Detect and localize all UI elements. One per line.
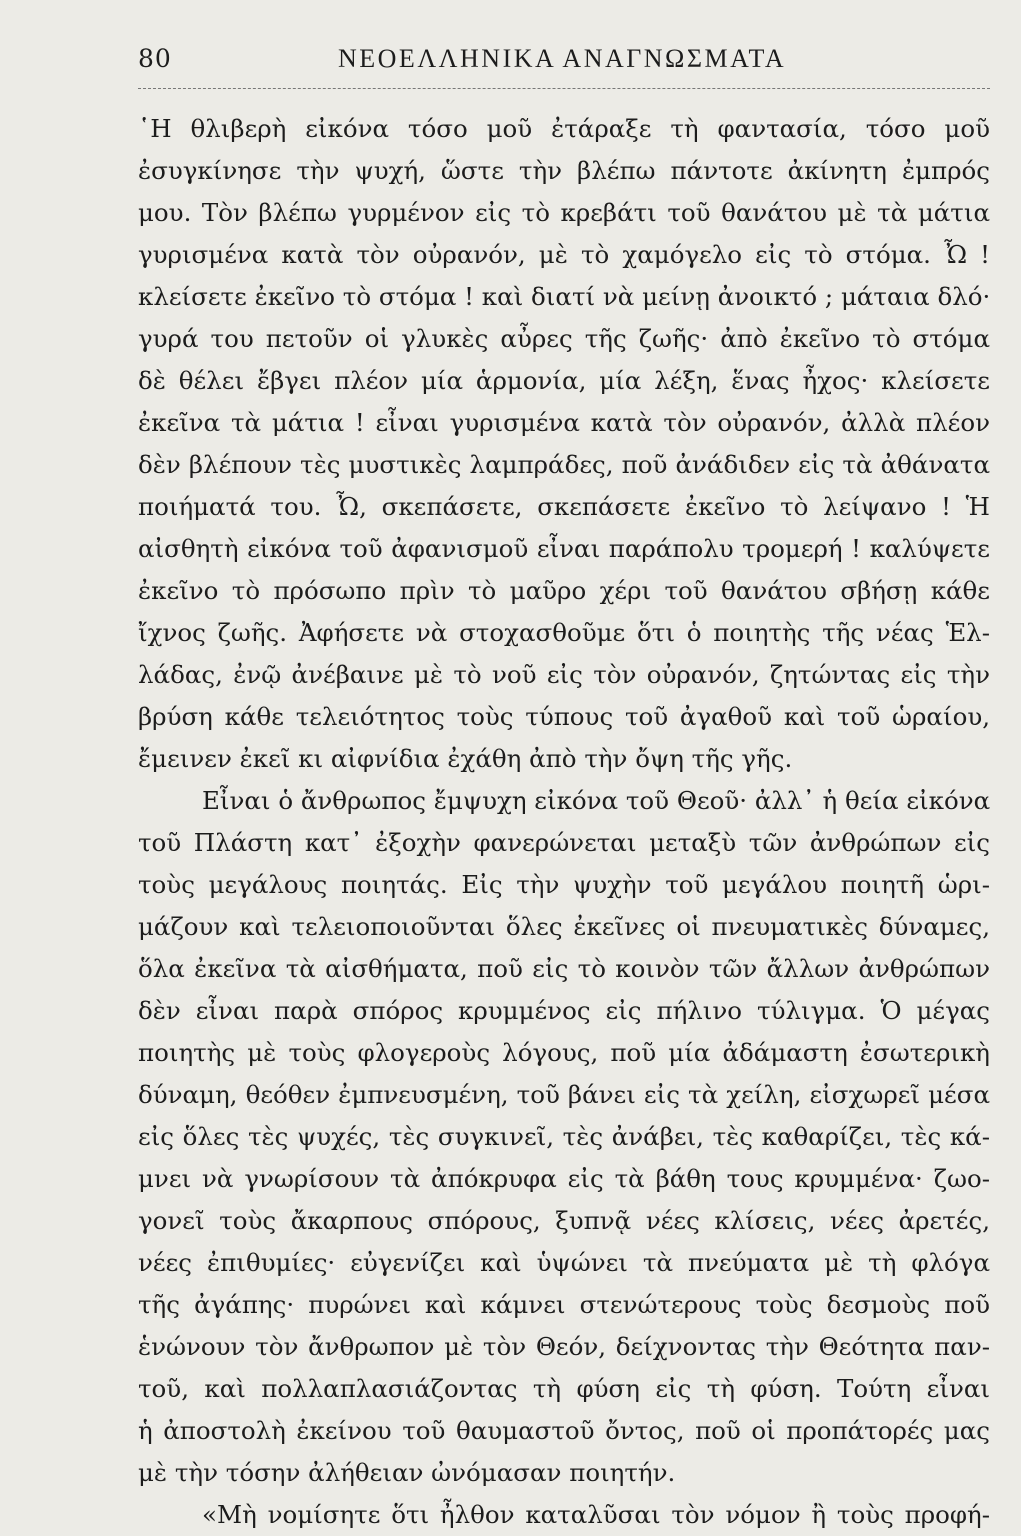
text-line: αἰσθητὴ εἰκόνα τοῦ ἀφανισμοῦ εἶναι παράπολυ τρομερή ! καλύψετε <box>138 534 990 563</box>
text-line: ποιητὴς μὲ τοὺς φλογεροὺς λόγους, ποῦ μία ἀδάμαστη ἐσωτερικὴ <box>138 1038 990 1067</box>
page-number: 80 <box>138 44 172 73</box>
text-line: μνει νὰ γνωρίσουν τὰ ἀπόκρυφα εἰς τὰ βάθη τους κρυμμένα· ζωο- <box>138 1164 990 1193</box>
text-line: ἴχνος ζωῆς. Ἀφήσετε νὰ στοχασθοῦμε ὅτι ὁ ποιητὴς τῆς νέας Ἑλ- <box>138 618 990 647</box>
text-line: λάδας, ἐνῷ ἀνέβαινε μὲ τὸ νοῦ εἰς τὸν οὐρανόν, ζητώντας εἰς τὴν <box>138 660 990 689</box>
text-line: δὲν εἶναι παρὰ σπόρος κρυμμένος εἰς πήλινο τύλιγμα. Ὁ μέγας <box>138 996 990 1025</box>
text-line: δὲ θέλει ἔβγει πλέον μία ἁρμονία, μία λέξη, ἕνας ἦχος· κλείσετε <box>138 366 990 395</box>
text-line: γυρισμένα κατὰ τὸν οὐρανόν, μὲ τὸ χαμόγελο εἰς τὸ στόμα. Ὦ ! <box>138 240 990 269</box>
text-line: βρύση κάθε τελειότητος τοὺς τύπους τοῦ ἀγαθοῦ καὶ τοῦ ὡραίου, <box>138 702 990 731</box>
text-line: ἡ ἀποστολὴ ἐκείνου τοῦ θαυμαστοῦ ὄντος, ποῦ οἱ προπάτορές μας <box>138 1416 990 1445</box>
text-line: κλείσετε ἐκεῖνο τὸ στόμα ! καὶ διατί νὰ μείνῃ ἀνοικτό ; μάταια δλό· <box>138 282 990 311</box>
text-line: Εἶναι ὁ ἄνθρωπος ἔμψυχη εἰκόνα τοῦ Θεοῦ· ἀλλ᾽ ἡ θεία εἰκόνα <box>202 786 990 815</box>
text-line: ἐσυγκίνησε τὴν ψυχή, ὥστε τὴν βλέπω πάντοτε ἀκίνητη ἐμπρός <box>138 156 990 185</box>
text-line: ἐκεῖνα τὰ μάτια ! εἶναι γυρισμένα κατὰ τὸν οὐρανόν, ἀλλὰ πλέον <box>138 408 990 437</box>
text-line: ἑνώνουν τὸν ἄνθρωπον μὲ τὸν Θεόν, δείχνοντας τὴν Θεότητα παν- <box>138 1332 990 1361</box>
running-title: ΝΕΟΕΛΛΗΝΙΚΑ ΑΝΑΓΝΩΣΜΑΤΑ <box>338 44 787 73</box>
text-line: γυρά του πετοῦν οἱ γλυκὲς αὖρες τῆς ζωῆς· ἀπὸ ἐκεῖνο τὸ στόμα <box>138 324 990 353</box>
text-line: τῆς ἀγάπης· πυρώνει καὶ κάμνει στενώτερους τοὺς δεσμοὺς ποῦ <box>138 1290 990 1319</box>
text-line: ποιήματά του. Ὦ, σκεπάσετε, σκεπάσετε ἐκεῖνο τὸ λείψανο ! Ἡ <box>138 492 990 521</box>
text-line: νέες ἐπιθυμίες· εὐγενίζει καὶ ὑψώνει τὰ πνεύματα μὲ τὴ φλόγα <box>138 1248 990 1277</box>
text-line: ὅλα ἐκεῖνα τὰ αἰσθήματα, ποῦ εἰς τὸ κοινὸν τῶν ἄλλων ἀνθρώπων <box>138 954 990 983</box>
header-rule <box>138 88 990 89</box>
text-line: μάζουν καὶ τελειοποιοῦνται ὅλες ἐκεῖνες οἱ πνευματικὲς δύναμες, <box>138 912 990 941</box>
page-header <box>138 44 990 84</box>
text-line: μου. Τὸν βλέπω γυρμένον εἰς τὸ κρεβάτι τοῦ θανάτου μὲ τὰ μάτια <box>138 198 990 227</box>
text-line: τοῦ Πλάστη κατ᾽ ἐξοχὴν φανερώνεται μεταξὺ τῶν ἀνθρώπων εἰς <box>138 828 990 857</box>
text-line: ἔμεινεν ἐκεῖ κι αἰφνίδια ἐχάθη ἀπὸ τὴν ὄψη τῆς γῆς. <box>138 744 793 773</box>
text-line: δύναμη, θεόθεν ἐμπνευσμένη, τοῦ βάνει εἰς τὰ χείλη, εἰσχωρεῖ μέσα <box>138 1080 990 1109</box>
text-line: μὲ τὴν τόσην ἀλήθειαν ὠνόμασαν ποιητήν. <box>138 1458 676 1487</box>
text-line: ἐκεῖνο τὸ πρόσωπο πρὶν τὸ μαῦρο χέρι τοῦ θανάτου σβήσῃ κάθε <box>138 576 990 605</box>
text-line: τοῦ, καὶ πολλαπλασιάζοντας τὴ φύση εἰς τὴ φύση. Τούτη εἶναι <box>138 1374 990 1403</box>
text-line: εἰς ὅλες τὲς ψυχές, τὲς συγκινεῖ, τὲς ἀνάβει, τὲς καθαρίζει, τὲς κά- <box>138 1122 990 1151</box>
text-line: «Μὴ νομίσητε ὅτι ἦλθον καταλῦσαι τὸν νόμον ἢ τοὺς προφή- <box>202 1500 990 1529</box>
text-line: δὲν βλέπουν τὲς μυστικὲς λαμπράδες, ποῦ ἀνάδιδεν εἰς τὰ ἀθάνατα <box>138 450 990 479</box>
text-line: γονεῖ τοὺς ἄκαρπους σπόρους, ξυπνᾷ νέες κλίσεις, νέες ἀρετές, <box>138 1206 990 1235</box>
body-text <box>138 108 990 1536</box>
text-line: ῾Η θλιβερὴ εἰκόνα τόσο μοῦ ἐτάραξε τὴ φαντασία, τόσο μοῦ <box>138 114 990 143</box>
text-line: τοὺς μεγάλους ποιητάς. Εἰς τὴν ψυχὴν τοῦ μεγάλου ποιητῆ ὡρι- <box>138 870 990 899</box>
